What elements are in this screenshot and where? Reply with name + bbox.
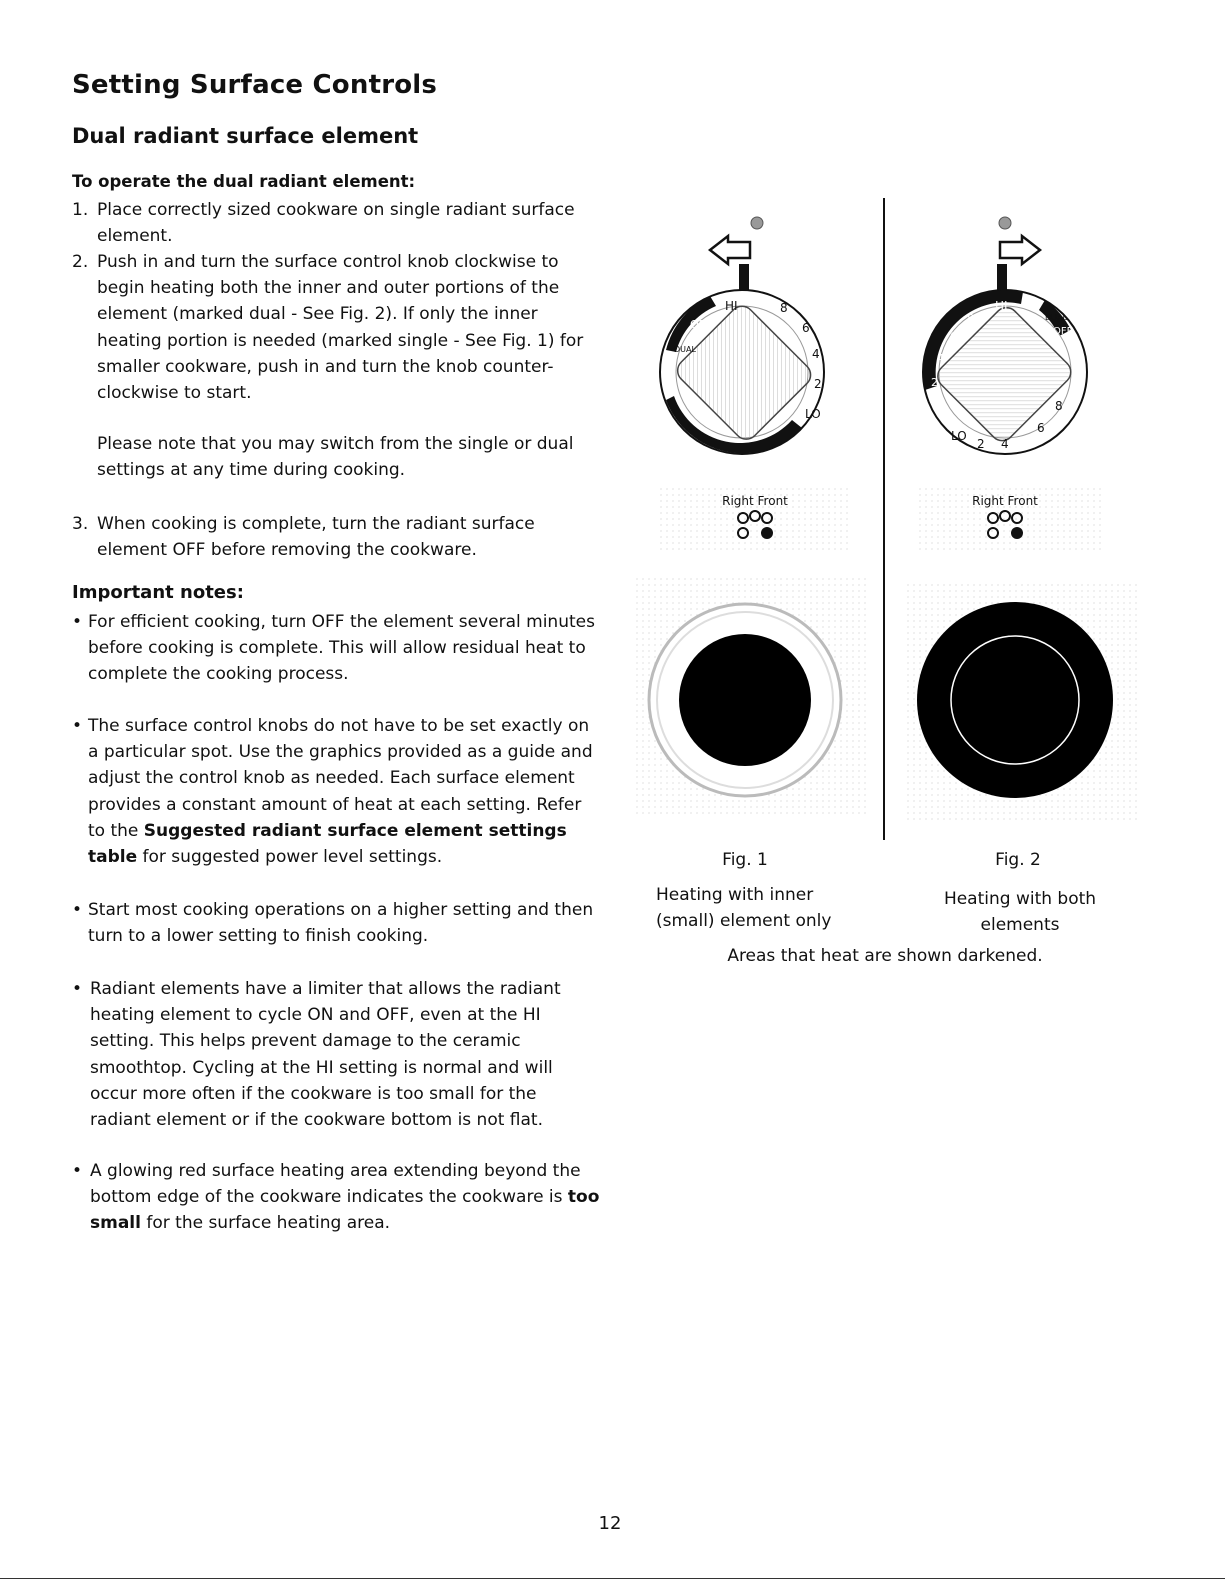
knob-mark: HI — [995, 299, 1008, 313]
bullet-text-part: for suggested power level settings. — [137, 847, 443, 868]
fig1-illustration — [630, 200, 880, 830]
fig1-label: Fig. 1 — [722, 850, 768, 870]
indicator-light-icon — [751, 217, 763, 229]
counter-clockwise-arrow-icon — [710, 236, 750, 264]
caption-line: elements — [980, 915, 1060, 935]
step-number: 1. — [72, 200, 89, 220]
page-number: 12 — [598, 1513, 622, 1534]
knob-mark: 2 — [814, 377, 822, 391]
bullet-text: For efficient cooking, turn OFF the element several minutes before cooking is complete. This will allow residual heat to complete the cooking process. — [88, 612, 595, 685]
bullet-item — [72, 713, 602, 870]
knob-mark: 6 — [1037, 421, 1045, 435]
areas-note: Areas that heat are shown darkened. — [727, 946, 1043, 966]
knob-mark: 4 — [812, 347, 820, 361]
bullet-text: Start most cooking operations on a higher setting and then turn to a lower setting to finish cooking. — [88, 900, 594, 947]
knob-mark: LO — [951, 429, 967, 443]
knob-mark: 6 — [950, 330, 957, 343]
inner-element-heated — [679, 634, 811, 766]
knob-mark: DUAL — [674, 345, 696, 354]
step-text: Place correctly sized cookware on single radiant surface element. — [97, 200, 575, 247]
settings-table-reference: Suggested radiant surface element settings table — [88, 820, 567, 868]
burner-diagram — [903, 582, 1138, 822]
knob-mark: 6 — [802, 321, 810, 335]
bullet-text-part: The surface control knobs do not have to be set exactly on a particular spot. Use the graphics provided as a guide and adjust the control knob as needed. Each surface element provides a constant amount of heat at each setting. Refer to the — [88, 716, 593, 841]
knob-mark: 8 — [1055, 399, 1063, 413]
knob-mark: 2 — [977, 437, 985, 451]
section-subtitle: Dual radiant surface element — [72, 124, 419, 148]
bullet-dot: • — [72, 612, 83, 632]
panel-label-text: Right Front — [972, 494, 1038, 508]
knob-pointer — [997, 264, 1007, 292]
important-heading: Important notes: — [72, 582, 244, 603]
step-number: 2. — [72, 252, 89, 272]
knob-pointer — [739, 264, 749, 292]
fig2-label: Fig. 2 — [995, 850, 1041, 870]
control-panel-label — [660, 485, 850, 550]
operate-heading: To operate the dual radiant element: — [72, 172, 416, 191]
step-number: 3. — [72, 514, 89, 534]
panel-label-text: Right Front — [722, 494, 788, 508]
step-1 — [72, 197, 602, 249]
step-2 — [72, 249, 602, 406]
figure-divider — [883, 198, 885, 840]
knob-mark: 8 — [967, 312, 974, 325]
page-title: Setting Surface Controls — [72, 70, 438, 100]
step-3 — [72, 511, 602, 563]
note-text: Please note that you may switch from the single or dual settings at any time during cooking. — [97, 434, 574, 481]
bullet-item — [72, 897, 602, 949]
caption-line: Heating with both — [943, 889, 1097, 909]
caption-line: Heating with inner — [656, 885, 814, 905]
knob-mark: 8 — [780, 301, 788, 315]
clockwise-arrow-icon — [1000, 236, 1040, 264]
step-text: When cooking is complete, turn the radiant surface element OFF before removing the cookware. — [97, 514, 535, 561]
bullet-item — [72, 1158, 602, 1237]
knob-mark: OFF — [690, 318, 712, 331]
bullet-dot: • — [72, 1161, 83, 1181]
fig1-caption — [656, 882, 831, 934]
outer-element-heated — [917, 602, 1113, 798]
bullet-text-part: for the surface heating area. — [140, 1213, 391, 1234]
control-panel-label — [915, 485, 1105, 550]
control-knob-icon — [923, 290, 1087, 454]
knob-mark: OFF — [1053, 326, 1073, 337]
burner-diagram — [635, 578, 870, 818]
knob-mark: HI — [725, 299, 738, 313]
knob-mark: DUAL — [1045, 313, 1067, 322]
knob-mark: LO — [805, 407, 821, 421]
bullet-text — [90, 1158, 602, 1237]
control-knob-icon — [660, 290, 824, 454]
knob-mark: 4 — [1001, 437, 1009, 451]
fig2-caption — [930, 886, 1110, 938]
bullet-item — [72, 609, 602, 688]
bottom-rule — [0, 1578, 1225, 1579]
bullet-dot: • — [72, 716, 83, 736]
step-text: Push in and turn the surface control knob clockwise to begin heating both the inner and outer portions of the element (marked dual - See Fig. 2). If only the inner heating portion is needed (marked single - See Fig. 1) for smaller cookware, push in and turn the knob counter-clockwise to start. — [97, 252, 584, 404]
knob-mark: 4 — [937, 352, 944, 365]
indicator-light-icon — [999, 217, 1011, 229]
bullet-text-part: A glowing red surface heating area extending beyond the bottom edge of the cookware indicates the cookware is — [90, 1161, 581, 1208]
bullet-text: Radiant elements have a limiter that allows the radiant heating element to cycle ON and OFF, even at the HI setting. This helps prevent damage to the ceramic smoothtop. Cycling at the HI setting is normal and will occur more often if the cookware is too small for the radiant element or if the cookware bottom is not flat. — [90, 979, 561, 1131]
bullet-dot: • — [72, 979, 83, 999]
bullet-item — [72, 976, 602, 1133]
bullet-text — [88, 713, 602, 870]
caption-line: (small) element only — [656, 911, 832, 931]
fig2-illustration — [895, 200, 1145, 830]
too-small-emphasis: too small — [90, 1187, 600, 1234]
step-2-note — [72, 431, 602, 483]
bullet-dot: • — [72, 900, 83, 920]
knob-mark: 2 — [931, 376, 938, 389]
